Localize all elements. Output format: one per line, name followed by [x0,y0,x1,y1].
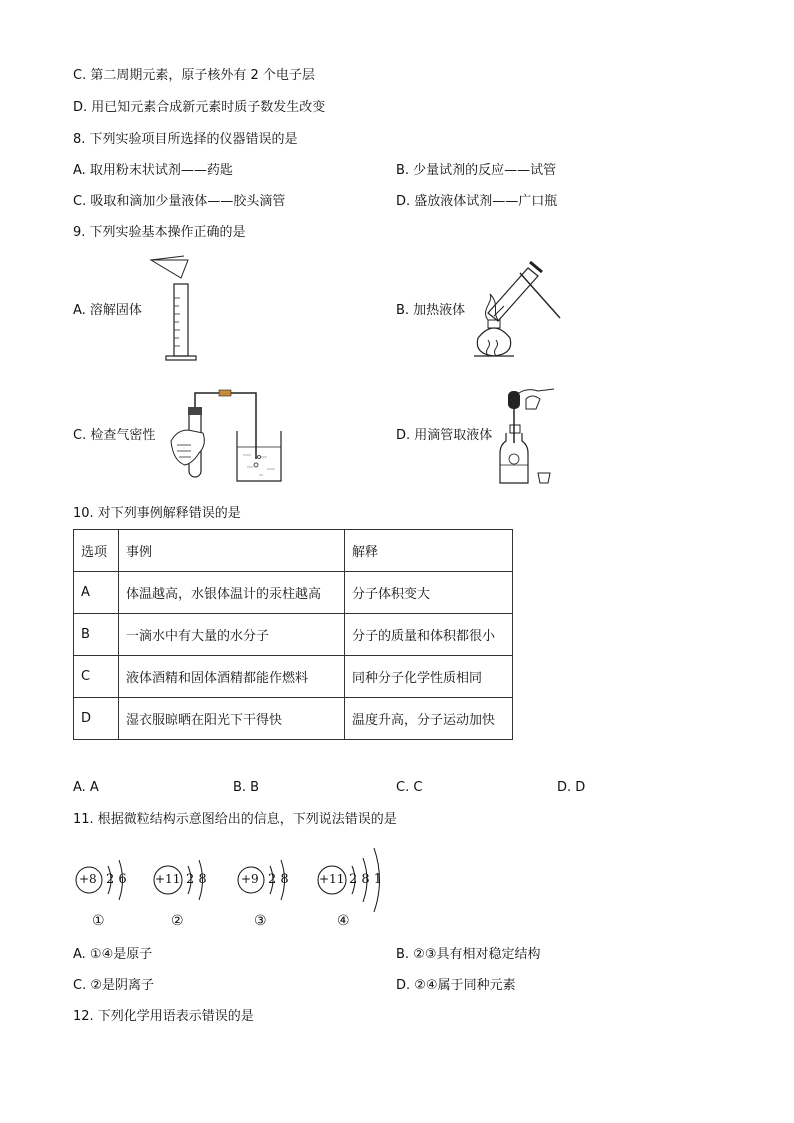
particle-electrons: 2 6 [106,872,127,887]
table-row [74,698,513,740]
particle-electrons: 2 8 1 [349,872,383,887]
particle-electrons: 2 8 [186,872,207,887]
particle-label: ④ [337,913,350,929]
particle-nucleus: +8 [79,872,97,886]
q8-option-c: C. 吸取和滴加少量液体——胶头滴管 [73,194,286,209]
q8-option-b: B. 少量试剂的反应——试管 [396,163,557,178]
heating-liquid-figure [470,258,565,363]
q8-stem: 8. 下列实验项目所选择的仪器错误的是 [73,132,298,147]
q10-option-a: A. A [73,780,99,795]
q11-option-c: C. ②是阴离子 [73,978,154,993]
q9-option-d: D. 用滴管取液体 [396,428,493,443]
header-case: 事例 [119,530,345,572]
particle-label: ③ [254,913,267,929]
q10-option-c: C. C [396,780,423,795]
q8-option-d: D. 盛放液体试剂——广口瓶 [396,194,558,209]
row-case: 体温越高，水银体温计的汞柱越高 [119,572,345,614]
explanation-table [73,529,513,740]
particle-structure-4 [313,838,433,929]
q11-option-b: B. ②③具有相对稳定结构 [396,947,541,962]
table-header-row [74,530,513,572]
particle-nucleus: +11 [155,872,181,886]
row-explanation: 同种分子化学性质相同 [345,656,513,698]
q7-option-d: D. 用已知元素合成新元素时质子数发生改变 [73,100,326,115]
particle-nucleus: +9 [241,872,259,886]
q8-option-a: A. 取用粉末状试剂——药匙 [73,163,233,178]
row-case: 液体酒精和固体酒精都能作燃料 [119,656,345,698]
q11-option-a: A. ①④是原子 [73,947,153,962]
q11-stem: 11. 根据微粒结构示意图给出的信息，下列说法错误的是 [73,812,397,827]
q12-stem: 12. 下列化学用语表示错误的是 [73,1009,254,1024]
row-option: A [74,572,119,614]
q9-option-c: C. 检查气密性 [73,428,156,443]
row-option: C [74,656,119,698]
row-option: D [74,698,119,740]
q7-option-c: C. 第二周期元素，原子核外有 2 个电子层 [73,68,315,83]
q9-stem: 9. 下列实验基本操作正确的是 [73,225,246,240]
graduated-cylinder-figure [148,254,208,364]
airtightness-check-figure [163,385,288,490]
table-row [74,656,513,698]
header-explanation: 解释 [345,530,513,572]
particle-label: ② [171,913,184,929]
q10-option-d: D. D [557,780,586,795]
header-option: 选项 [74,530,119,572]
particle-label: ① [92,913,105,929]
particle-nucleus: +11 [319,872,345,886]
q11-option-d: D. ②④属于同种元素 [396,978,516,993]
particle-electrons: 2 8 [268,872,289,887]
table-row [74,614,513,656]
row-option: B [74,614,119,656]
q10-option-b: B. B [233,780,260,795]
q10-stem: 10. 对下列事例解释错误的是 [73,506,241,521]
dropper-figure [496,385,561,490]
row-case: 湿衣服晾晒在阳光下干得快 [119,698,345,740]
row-case: 一滴水中有大量的水分子 [119,614,345,656]
table-row [74,572,513,614]
row-explanation: 分子的质量和体积都很小 [345,614,513,656]
q9-option-a: A. 溶解固体 [73,303,142,318]
q9-option-b: B. 加热液体 [396,303,466,318]
row-explanation: 温度升高，分子运动加快 [345,698,513,740]
row-explanation: 分子体积变大 [345,572,513,614]
